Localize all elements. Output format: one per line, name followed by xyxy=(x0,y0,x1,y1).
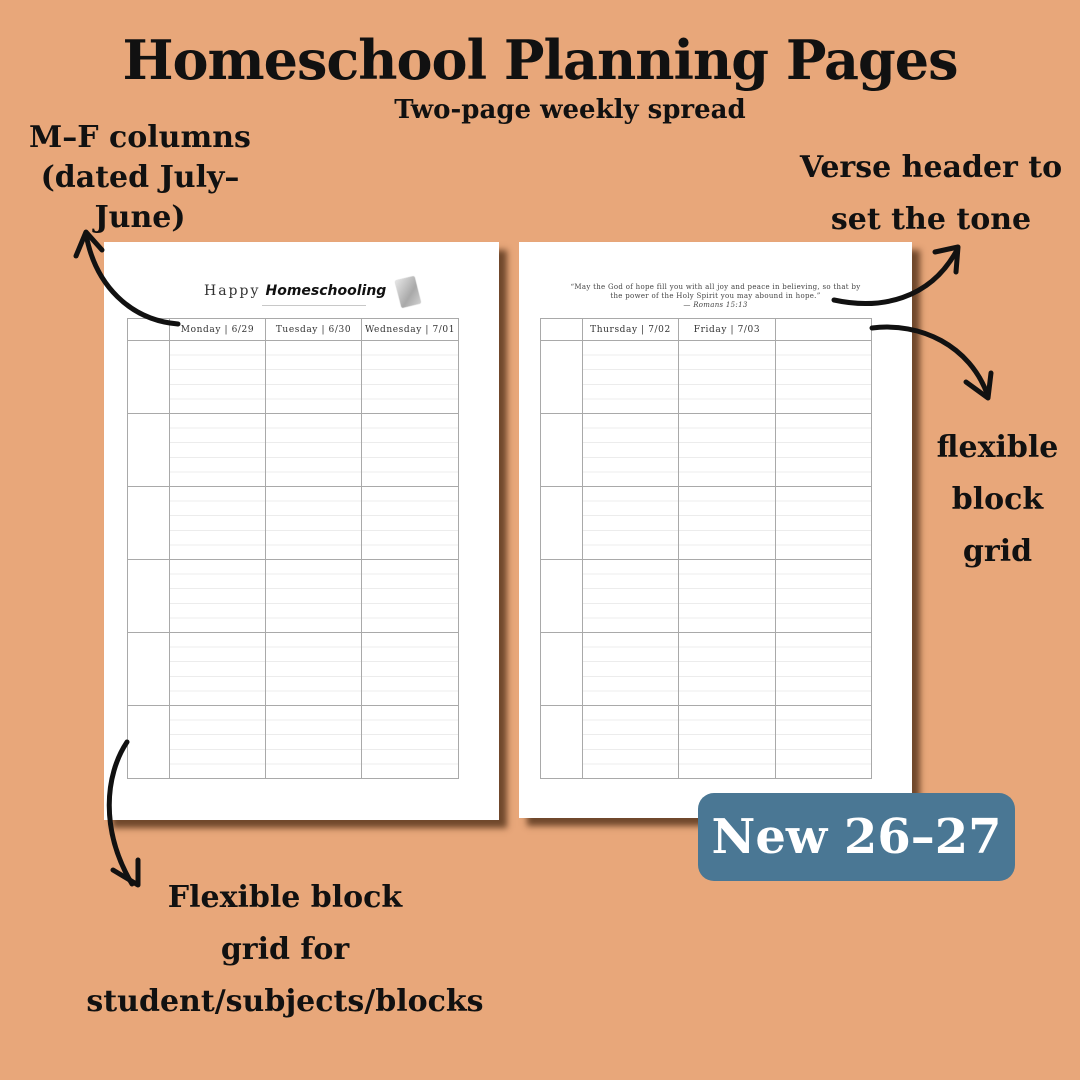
annotation-line: set the tone xyxy=(830,202,1032,237)
annotation-line: June) xyxy=(94,200,186,235)
heading-homeschooling: Homeschooling xyxy=(265,283,387,299)
annotation-line: grid xyxy=(962,534,1033,569)
verse-text-line: “May the God of hope fill you with all joy and peace in believing, so that by xyxy=(570,283,861,291)
annotation-line: M–F columns xyxy=(29,120,251,155)
annotation-line: flexible xyxy=(936,430,1059,465)
column-header-monday: Monday | 6/29 xyxy=(170,319,266,341)
column-header-thursday: Thursday | 7/02 xyxy=(583,319,679,341)
page-title: Homeschool Planning Pages xyxy=(122,28,958,92)
annotation-line: grid for xyxy=(220,932,350,967)
page-subtitle: Two-page weekly spread xyxy=(394,95,746,125)
annotation-line: Flexible block xyxy=(167,880,403,915)
heading-happy: Happy xyxy=(204,283,261,299)
column-header-wednesday: Wednesday | 7/01 xyxy=(362,319,459,341)
annotation-line: block xyxy=(951,482,1044,517)
new-edition-badge: New 26–27 xyxy=(698,793,1015,881)
annotation-line: (dated July– xyxy=(40,160,240,195)
column-header-friday: Friday | 7/03 xyxy=(679,319,776,341)
arrow-down-icon xyxy=(109,742,132,884)
annotation-line: student/subjects/blocks xyxy=(86,984,484,1019)
column-header-tuesday: Tuesday | 6/30 xyxy=(266,319,362,341)
arrow-up-right-icon xyxy=(834,250,957,303)
verse-text-line: the power of the Holy Spirit you may abound in hope.” xyxy=(610,292,821,300)
verse-reference: — Romans 15:13 xyxy=(683,301,748,309)
annotation-line: Verse header to xyxy=(799,150,1063,185)
